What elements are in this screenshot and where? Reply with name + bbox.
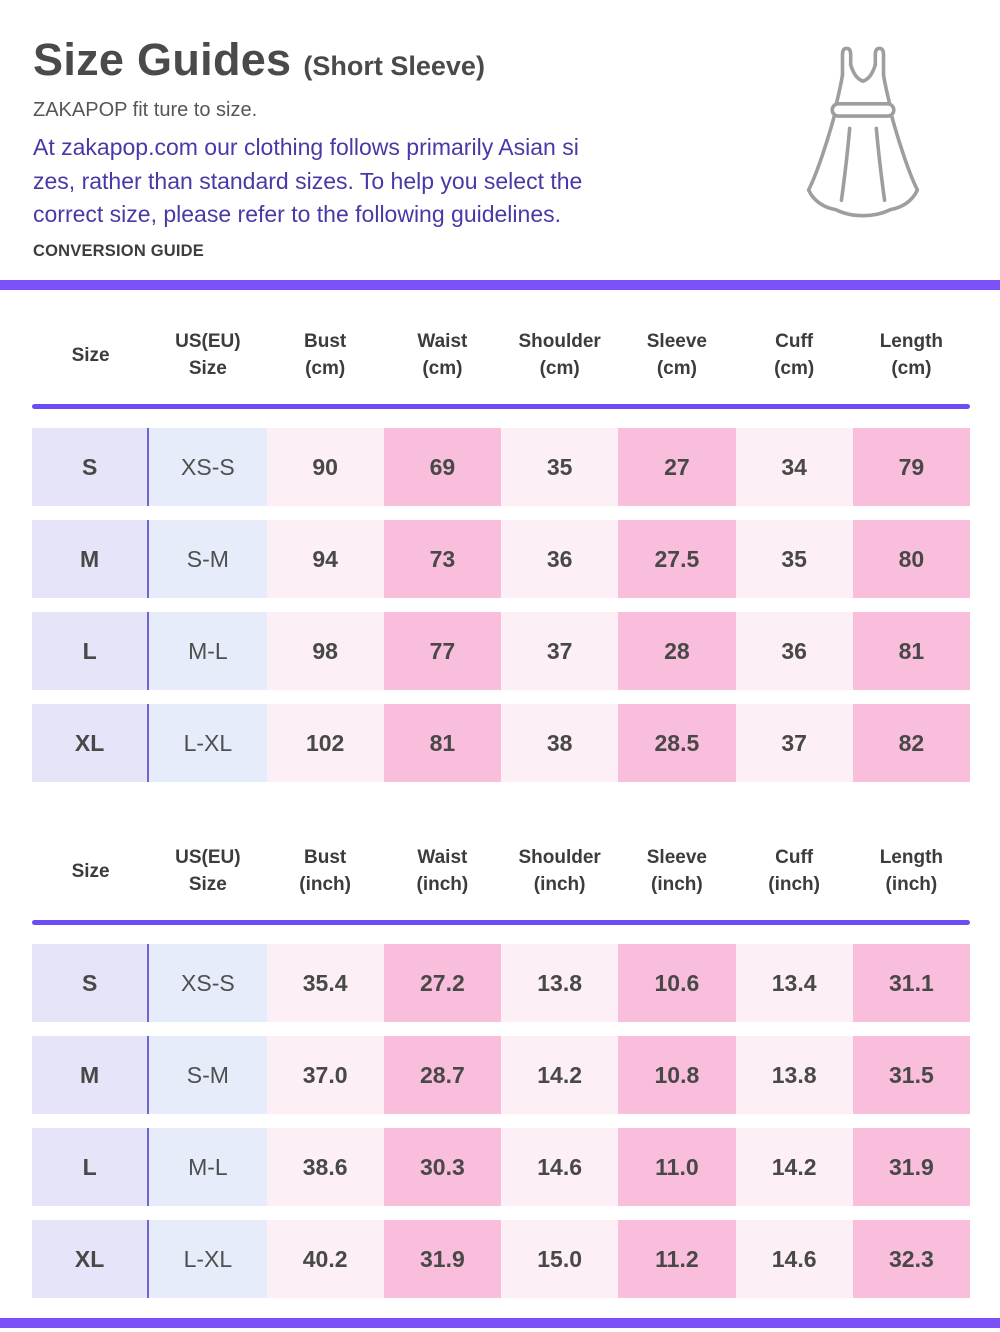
intro-line: zes, rather than standard sizes. To help you select the (33, 167, 583, 194)
header-unit: (inch) (533, 874, 586, 895)
us-eu-size-cell: M-L (149, 1128, 266, 1206)
page-title (33, 34, 485, 86)
intro-line: correct size, please refer to the following guidelines. (33, 201, 562, 227)
header-cell-us-eu (149, 316, 266, 394)
bust-cell: 94 (267, 520, 384, 598)
waist-cell: 31.9 (384, 1220, 501, 1298)
bust-cell: 35.4 (267, 944, 384, 1022)
waist-cell: 69 (384, 428, 501, 506)
bust-cell: 37.0 (267, 1036, 384, 1114)
cm-row-s (32, 428, 970, 506)
header-label: Sleeve (646, 847, 707, 868)
intro-paragraph (33, 131, 582, 232)
cuff-cell: 14.2 (736, 1128, 853, 1206)
header-cell-size (32, 832, 149, 910)
bust-cell: 102 (267, 704, 384, 782)
header-label: Cuff (775, 847, 814, 868)
header-cell-length (853, 832, 970, 910)
inch-table-header (32, 832, 970, 910)
inch-row-s (32, 944, 970, 1022)
us-eu-size-cell: S-M (149, 520, 266, 598)
bottom-accent-bar (0, 1318, 1000, 1328)
header-unit: Size (188, 874, 227, 895)
shoulder-cell: 14.6 (501, 1128, 618, 1206)
header-cell-cuff (736, 832, 853, 910)
shoulder-cell: 36 (501, 520, 618, 598)
header-unit: (cm) (305, 358, 346, 379)
header-unit: Size (188, 358, 227, 379)
header-label: Shoulder (518, 331, 601, 352)
size-cell: XL (32, 704, 149, 782)
header-cell-cuff (736, 316, 853, 394)
length-cell: 31.1 (853, 944, 970, 1022)
header-label: Bust (304, 847, 347, 868)
header-label: Waist (417, 331, 468, 352)
size-cell: M (32, 520, 149, 598)
header-label: Waist (417, 847, 468, 868)
us-eu-size-cell: S-M (149, 1036, 266, 1114)
cm-header-rule (32, 404, 970, 409)
bust-cell: 38.6 (267, 1128, 384, 1206)
length-cell: 79 (853, 428, 970, 506)
header-unit: (cm) (891, 358, 932, 379)
bust-cell: 90 (267, 428, 384, 506)
header-unit: (inch) (768, 874, 820, 895)
shoulder-cell: 37 (501, 612, 618, 690)
header-cell-sleeve (618, 316, 735, 394)
cuff-cell: 34 (736, 428, 853, 506)
cuff-cell: 13.8 (736, 1036, 853, 1114)
sleeve-cell: 27.5 (618, 520, 735, 598)
size-cell: XL (32, 1220, 149, 1298)
header-unit: (cm) (774, 358, 815, 379)
cuff-cell: 35 (736, 520, 853, 598)
header-cell-size (32, 316, 149, 394)
length-cell: 31.9 (853, 1128, 970, 1206)
length-cell: 80 (853, 520, 970, 598)
header-unit: (cm) (539, 358, 580, 379)
header-cell-shoulder (501, 316, 618, 394)
conversion-guide-label: CONVERSION GUIDE (33, 242, 204, 260)
shoulder-cell: 38 (501, 704, 618, 782)
size-cell: L (32, 1128, 149, 1206)
sleeve-cell: 27 (618, 428, 735, 506)
header-unit: (cm) (422, 358, 463, 379)
inch-row-m (32, 1036, 970, 1114)
size-cell: L (32, 612, 149, 690)
sleeve-cell: 28 (618, 612, 735, 690)
header-cell-waist (384, 832, 501, 910)
header-label: Size (71, 344, 110, 366)
header-label: US(EU) (175, 847, 241, 868)
header-cell-length (853, 316, 970, 394)
us-eu-size-cell: XS-S (149, 944, 266, 1022)
bust-cell: 98 (267, 612, 384, 690)
page-title-suffix: (Short Sleeve) (303, 51, 485, 81)
top-accent-bar (0, 280, 1000, 290)
sleeve-cell: 10.6 (618, 944, 735, 1022)
intro-line: At zakapop.com our clothing follows primarily Asian si (33, 134, 579, 160)
waist-cell: 27.2 (384, 944, 501, 1022)
header-unit: (inch) (299, 874, 351, 895)
length-cell: 31.5 (853, 1036, 970, 1114)
cuff-cell: 36 (736, 612, 853, 690)
sleeve-cell: 11.0 (618, 1128, 735, 1206)
header-label: US(EU) (175, 331, 241, 352)
waist-cell: 30.3 (384, 1128, 501, 1206)
cuff-cell: 14.6 (736, 1220, 853, 1298)
sleeve-cell: 10.8 (618, 1036, 735, 1114)
us-eu-size-cell: XS-S (149, 428, 266, 506)
inch-header-rule (32, 920, 970, 925)
sleeve-cell: 11.2 (618, 1220, 735, 1298)
shoulder-cell: 15.0 (501, 1220, 618, 1298)
cuff-cell: 37 (736, 704, 853, 782)
header-unit: (inch) (416, 874, 469, 895)
header-cell-shoulder (501, 832, 618, 910)
header-label: Length (879, 847, 944, 868)
page-title-main: Size Guides (33, 34, 292, 85)
length-cell: 81 (853, 612, 970, 690)
length-cell: 32.3 (853, 1220, 970, 1298)
waist-cell: 81 (384, 704, 501, 782)
length-cell: 82 (853, 704, 970, 782)
us-eu-size-cell: M-L (149, 612, 266, 690)
size-cell: S (32, 944, 149, 1022)
waist-cell: 28.7 (384, 1036, 501, 1114)
shoulder-cell: 13.8 (501, 944, 618, 1022)
fit-note: ZAKAPOP fit ture to size. (33, 99, 258, 121)
header-cell-us-eu (149, 832, 266, 910)
waist-cell: 73 (384, 520, 501, 598)
sleeve-cell: 28.5 (618, 704, 735, 782)
header-label: Sleeve (646, 331, 707, 352)
cuff-cell: 13.4 (736, 944, 853, 1022)
header-unit: (inch) (651, 874, 703, 895)
waist-cell: 77 (384, 612, 501, 690)
cm-row-xl (32, 704, 970, 782)
header-cell-bust (267, 316, 384, 394)
size-cell: S (32, 428, 149, 506)
size-cell: M (32, 1036, 149, 1114)
header-label: Length (879, 331, 944, 352)
header-cell-bust (267, 832, 384, 910)
us-eu-size-cell: L-XL (149, 704, 266, 782)
us-eu-size-cell: L-XL (149, 1220, 266, 1298)
header-label: Size (71, 860, 110, 882)
bust-cell: 40.2 (267, 1220, 384, 1298)
header-cell-sleeve (618, 832, 735, 910)
dress-icon (788, 34, 938, 229)
header-unit: (inch) (885, 874, 938, 895)
header-cell-waist (384, 316, 501, 394)
header-label: Shoulder (518, 847, 601, 868)
inch-row-xl (32, 1220, 970, 1298)
header-label: Cuff (775, 331, 814, 352)
inch-row-l (32, 1128, 970, 1206)
cm-row-m (32, 520, 970, 598)
cm-table-header (32, 316, 970, 394)
header-label: Bust (304, 331, 347, 352)
header-unit: (cm) (656, 358, 697, 379)
shoulder-cell: 35 (501, 428, 618, 506)
cm-row-l (32, 612, 970, 690)
shoulder-cell: 14.2 (501, 1036, 618, 1114)
